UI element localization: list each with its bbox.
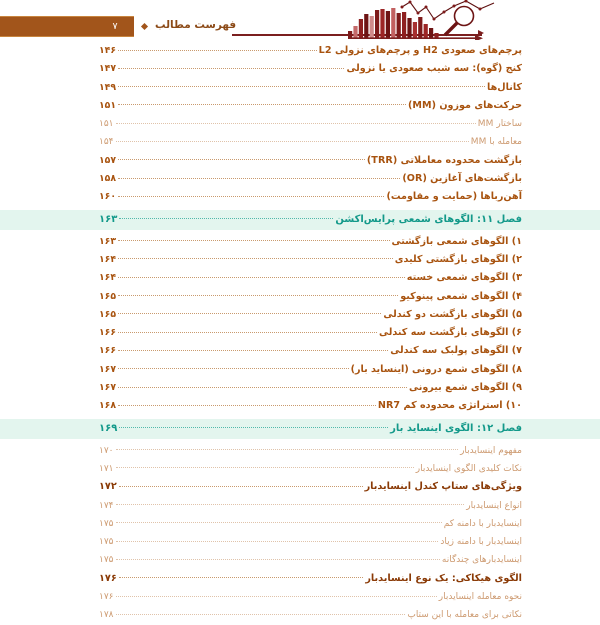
toc-entry-row[interactable] xyxy=(0,251,600,269)
toc-entry-page-number: ۱۵۴ xyxy=(99,137,114,148)
toc-leader-dots xyxy=(118,276,405,278)
toc-leader-dots xyxy=(118,158,365,160)
toc-entry-page-number: ۱۶۵ xyxy=(99,308,117,320)
toc-entry-page-number: ۱۷۶ xyxy=(99,572,117,584)
toc-entry-label: آهن‌رباها (حمایت و مقاومت) xyxy=(386,191,522,203)
toc-leader-dots xyxy=(116,466,414,468)
toc-entry-row[interactable] xyxy=(0,533,600,551)
toc-entry-page-number: ۱۶۵ xyxy=(99,290,117,302)
toc-entry-label: اینسایدبارهای چندگانه xyxy=(441,555,522,566)
toc-entry-page-number: ۱۷۵ xyxy=(99,518,114,529)
toc-entry-label: پرچم‌های صعودی H2 و پرچم‌های نزولی L2 xyxy=(318,45,522,56)
toc-entry-row[interactable] xyxy=(0,379,600,397)
toc-leader-dots xyxy=(116,140,469,142)
toc-entry-page-number: ۱۷۵ xyxy=(99,537,114,548)
toc-leader-dots xyxy=(116,448,459,450)
toc-entry-label: بازگشت‌های آغازین (OR) xyxy=(402,173,522,185)
toc-entry-label: الگوی هیکاکی: یک نوع اینسایدبار xyxy=(365,572,522,584)
toc-entry-row[interactable] xyxy=(0,551,600,569)
toc-leader-dots xyxy=(118,257,393,259)
toc-leader-dots xyxy=(118,367,349,369)
toc-entry-row[interactable] xyxy=(0,478,600,496)
toc-entry-row[interactable] xyxy=(0,361,600,379)
toc-entry-row[interactable] xyxy=(0,60,600,78)
toc-entry-row[interactable] xyxy=(0,97,600,115)
toc-entry-label: ساختار MM xyxy=(477,119,522,130)
toc-entry-row[interactable] xyxy=(0,233,600,251)
toc-entry-page-number: ۱۷۰ xyxy=(99,445,114,456)
toc-entry-page-number: ۱۷۱ xyxy=(99,463,114,474)
toc-leader-dots xyxy=(116,503,465,505)
toc-leader-dots xyxy=(116,613,406,615)
toc-leader-dots xyxy=(116,122,476,124)
toc-entry-page-number: ۱۶۸ xyxy=(99,400,117,412)
toc-leader-dots xyxy=(119,217,333,219)
toc-entry-page-number: ۱۵۷ xyxy=(99,154,117,166)
toc-entry-label: مفهوم اینسایدبار xyxy=(460,445,522,456)
toc-leader-dots xyxy=(118,195,384,197)
toc-entry-page-number: ۱۶۹ xyxy=(99,422,118,434)
toc-entry-label: ۸) الگوهای شمع درونی (اینساید بار) xyxy=(350,363,522,375)
table-of-contents xyxy=(0,42,600,625)
toc-leader-dots xyxy=(118,67,344,69)
toc-entry-page-number: ۱۶۷ xyxy=(99,382,117,394)
toc-entry-row[interactable] xyxy=(0,79,600,97)
toc-entry-page-number: ۱۶۴ xyxy=(99,253,117,265)
toc-chapter-row[interactable] xyxy=(0,210,600,230)
toc-entry-row[interactable] xyxy=(0,152,600,170)
toc-entry-label: ۷) الگوهای پولبک سه کندلی xyxy=(390,345,522,357)
toc-leader-dots xyxy=(116,540,439,542)
diamond-bullet-icon xyxy=(141,23,148,30)
toc-entry-label: ۲) الگوهای بازگشتی کلیدی xyxy=(394,253,522,265)
toc-entry-label: انواع اینسایدبار xyxy=(466,500,522,511)
toc-leader-dots xyxy=(119,426,388,428)
toc-entry-row[interactable] xyxy=(0,269,600,287)
toc-entry-row[interactable] xyxy=(0,170,600,188)
page-title: فهرست مطالب xyxy=(155,19,237,31)
toc-entry-row[interactable] xyxy=(0,342,600,360)
toc-entry-page-number: ۱۶۶ xyxy=(99,327,117,339)
toc-entry-page-number: ۱۶۳ xyxy=(99,213,118,225)
toc-entry-row[interactable] xyxy=(0,324,600,342)
toc-entry-label: ویژگی‌های ستاپ کندل اینسایدبار xyxy=(364,481,522,493)
toc-entry-label: نکاتی برای معامله با این ستاپ xyxy=(407,610,522,621)
toc-entry-label: ۴) الگوهای شمعی پینوکیو xyxy=(400,290,522,302)
toc-entry-page-number: ۱۵۱ xyxy=(99,99,117,111)
toc-entry-row[interactable] xyxy=(0,515,600,533)
toc-entry-row[interactable] xyxy=(0,188,600,206)
bar-chart-magnifier-logo xyxy=(348,0,508,40)
toc-entry-label: فصل ۱۱: الگوهای شمعی پرایس‌اکشن xyxy=(335,213,522,225)
toc-entry-row[interactable] xyxy=(0,115,600,133)
toc-leader-dots xyxy=(116,595,437,597)
toc-entry-page-number: ۱۷۴ xyxy=(99,500,114,511)
toc-entry-label: کانال‌ها xyxy=(487,81,522,93)
toc-entry-row[interactable] xyxy=(0,42,600,60)
toc-entry-page-number: ۱۶۰ xyxy=(99,191,117,203)
toc-leader-dots xyxy=(118,331,377,333)
toc-entry-page-number: ۱۷۸ xyxy=(99,610,114,621)
toc-entry-row[interactable] xyxy=(0,460,600,478)
toc-leader-dots xyxy=(118,85,485,87)
toc-leader-dots xyxy=(116,558,440,560)
toc-entry-page-number: ۱۴۷ xyxy=(99,63,117,75)
toc-entry-row[interactable] xyxy=(0,588,600,606)
toc-leader-dots xyxy=(118,404,376,406)
page-header xyxy=(0,0,600,42)
toc-entry-row[interactable] xyxy=(0,442,600,460)
toc-leader-dots xyxy=(118,386,407,388)
toc-entry-page-number: ۱۴۶ xyxy=(99,45,117,56)
toc-entry-page-number: ۱۶۳ xyxy=(99,235,117,247)
toc-leader-dots xyxy=(118,177,400,179)
toc-leader-dots xyxy=(118,312,381,314)
toc-entry-label: ۱۰) استراتژی محدوده کم NR7 xyxy=(377,400,522,412)
toc-entry-label: ۶) الگوهای بازگشت سه کندلی xyxy=(379,327,522,339)
toc-entry-label: ۹) الگوهای شمع بیرونی xyxy=(409,382,522,394)
toc-entry-label: کنج (گوه): سه شیب صعودی یا نزولی xyxy=(346,63,522,75)
toc-leader-dots xyxy=(116,521,442,523)
toc-leader-dots xyxy=(118,103,406,105)
toc-entry-label: ۱) الگوهای شمعی بازگشتی xyxy=(391,235,522,247)
toc-leader-dots xyxy=(118,294,398,296)
toc-entry-page-number: ۱۶۷ xyxy=(99,363,117,375)
toc-entry-page-number: ۱۷۲ xyxy=(99,481,117,493)
toc-entry-page-number: ۱۷۶ xyxy=(99,592,114,603)
toc-entry-label: ۵) الگوهای بازگشت دو کندلی xyxy=(383,308,522,320)
toc-entry-row[interactable] xyxy=(0,397,600,415)
toc-entry-label: فصل ۱۲: الگوی اینساید بار xyxy=(390,422,522,434)
toc-entry-page-number: ۱۷۵ xyxy=(99,555,114,566)
folio-number: ۷ xyxy=(112,21,118,32)
toc-entry-label: حرکت‌های موزون (MM) xyxy=(407,99,522,111)
toc-leader-dots xyxy=(119,485,363,487)
toc-entry-label: نحوه معامله اینسایدبار xyxy=(438,592,522,603)
toc-entry-page-number: ۱۵۸ xyxy=(99,173,117,185)
toc-leader-dots xyxy=(118,349,388,351)
toc-entry-page-number: ۱۶۴ xyxy=(99,272,117,284)
toc-entry-page-number: ۱۶۶ xyxy=(99,345,117,357)
toc-entry-row[interactable] xyxy=(0,497,600,515)
toc-entry-page-number: ۱۵۱ xyxy=(99,119,114,130)
toc-entry-label: ۳) الگوهای شمعی خسته xyxy=(406,272,522,284)
toc-entry-row[interactable] xyxy=(0,306,600,324)
toc-entry-row[interactable] xyxy=(0,606,600,624)
toc-entry-page-number: ۱۴۹ xyxy=(99,81,117,93)
toc-chapter-row[interactable] xyxy=(0,419,600,439)
toc-entry-row[interactable] xyxy=(0,288,600,306)
toc-leader-dots xyxy=(118,239,389,241)
toc-entry-row[interactable] xyxy=(0,133,600,151)
toc-entry-label: اینسایدبار با دامنه کم xyxy=(443,518,522,529)
toc-entry-label: بازگشت محدوده معاملاتی (TRR) xyxy=(366,154,522,166)
toc-entry-row[interactable] xyxy=(0,570,600,588)
toc-leader-dots xyxy=(118,49,317,51)
toc-entry-label: اینسایدبار با دامنه زیاد xyxy=(440,537,522,548)
toc-leader-dots xyxy=(119,576,364,578)
toc-entry-label: نکات کلیدی الگوی اینسایدبار xyxy=(415,463,522,474)
toc-entry-label: معامله با MM xyxy=(470,137,522,148)
